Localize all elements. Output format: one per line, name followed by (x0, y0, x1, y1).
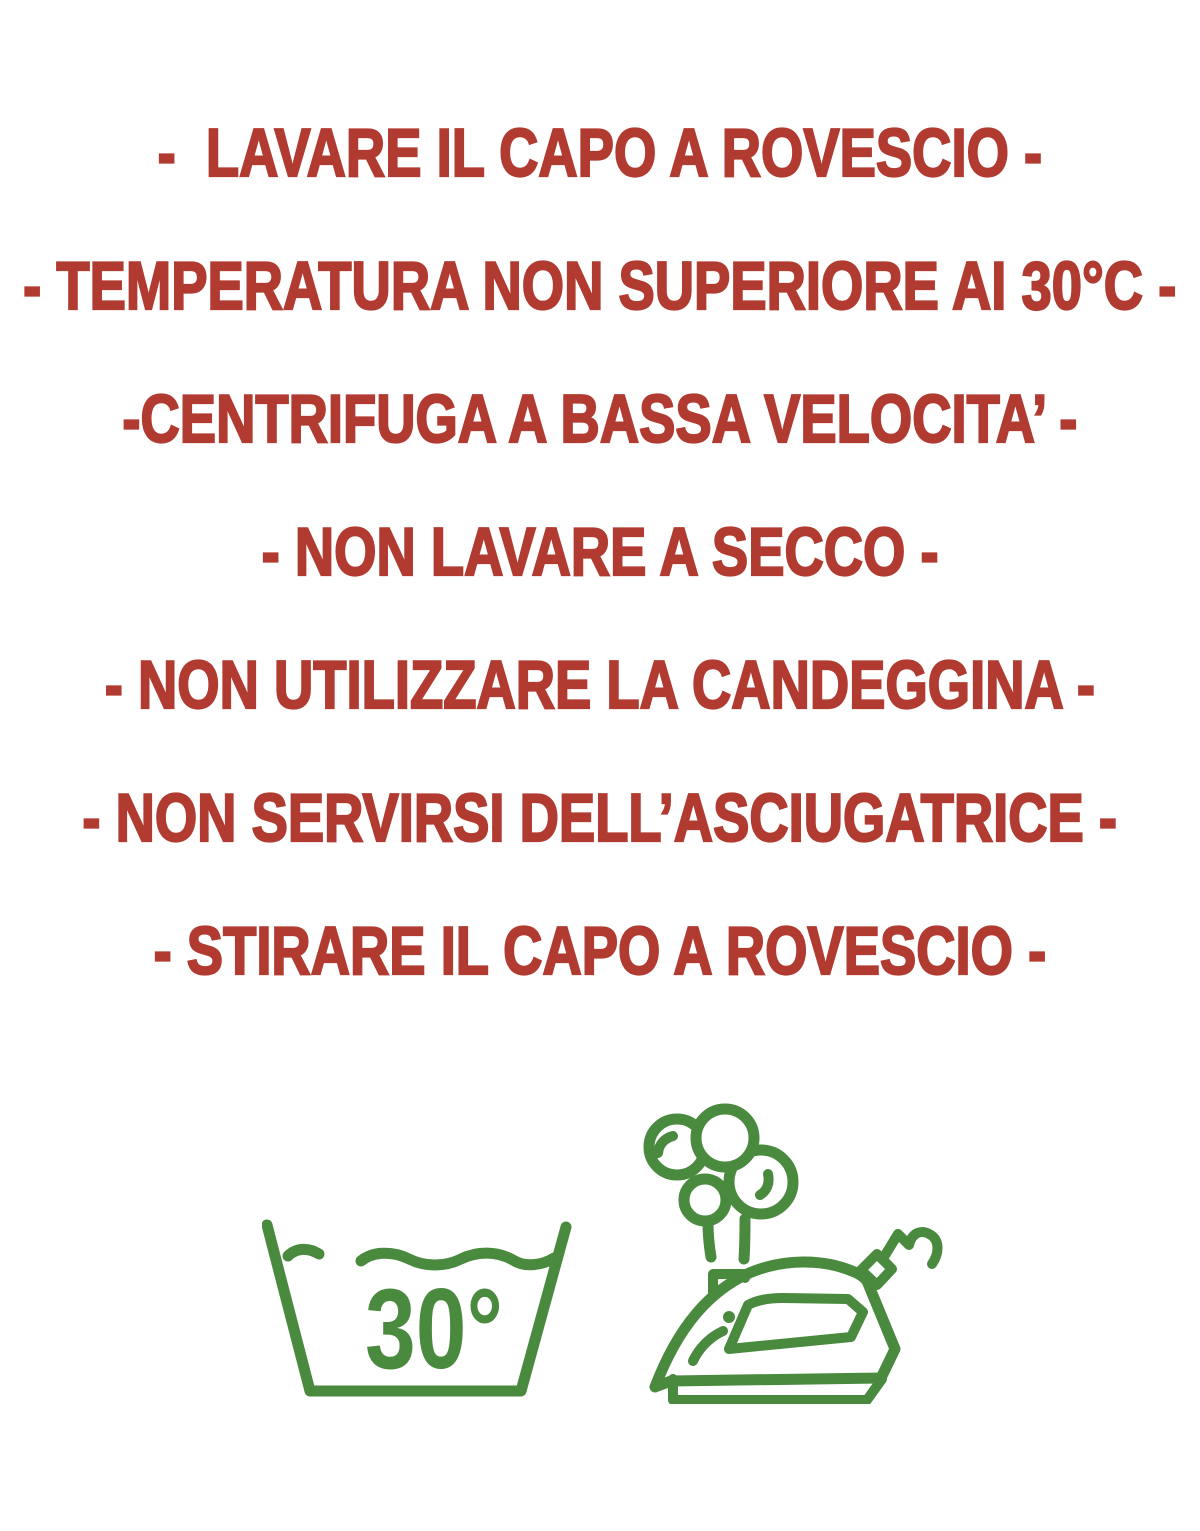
iron-cord (884, 1232, 938, 1264)
instruction-text-6: - NON SERVIRSI DELL’ASCIUGATRICE - (82, 779, 1118, 856)
care-symbols (0, 1102, 1200, 1404)
instruction-text-1: - LAVARE IL CAPO A ROVESCIO - (157, 114, 1043, 191)
instruction-text-3: -CENTRIFUGA A BASSA VELOCITA’ - (122, 380, 1078, 457)
iron-detail-dot (723, 1311, 735, 1323)
instruction-text-5: - NON UTILIZZARE LA CANDEGGINA - (104, 646, 1096, 723)
wash-30-degrees-icon (262, 1218, 572, 1404)
basin-water-wave-left (288, 1249, 319, 1256)
instruction-line-7 (0, 884, 1200, 1017)
basin-water-wave-main (361, 1253, 554, 1265)
instruction-line-3 (0, 352, 1200, 485)
steam-iron-icon (641, 1102, 953, 1404)
instruction-text-2: - TEMPERATURA NON SUPERIORE AI 30°C - (23, 247, 1177, 324)
instruction-line-5 (0, 618, 1200, 751)
instruction-line-4 (0, 485, 1200, 618)
instruction-line-2 (0, 219, 1200, 352)
instruction-text-4: - NON LAVARE A SECCO - (261, 513, 939, 590)
steam-cloud (649, 1109, 793, 1221)
instruction-line-1 (0, 86, 1200, 219)
wash-temperature-label: 30° (364, 1265, 503, 1393)
instruction-text-7: - STIRARE IL CAPO A ROVESCIO - (153, 912, 1047, 989)
instruction-line-6 (0, 751, 1200, 884)
